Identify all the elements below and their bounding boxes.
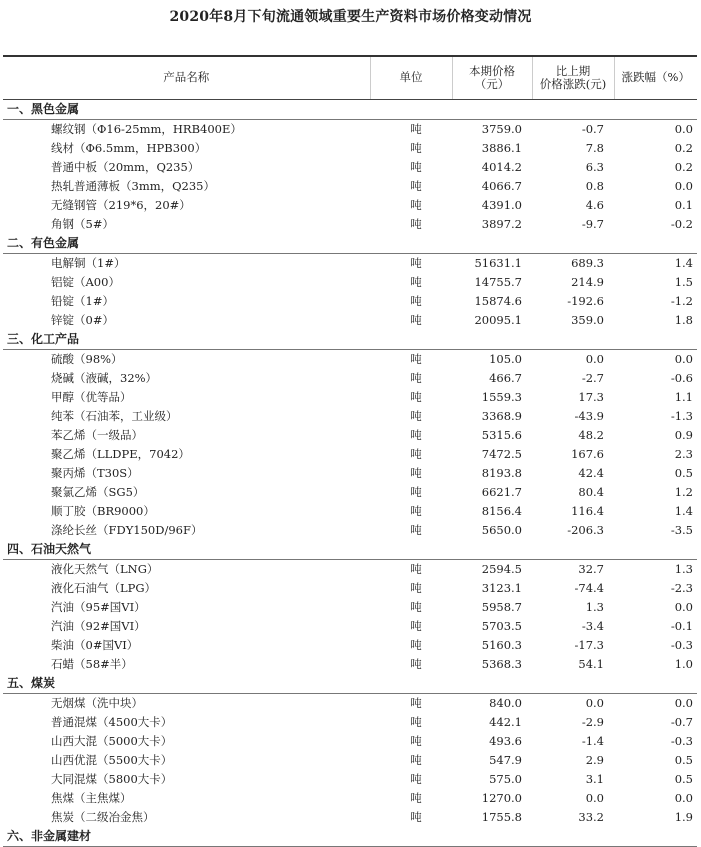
- current-price-cell: 8156.4: [481, 503, 522, 518]
- category-label: 五、煤炭: [3, 674, 697, 694]
- change-percent-cell: 0.5: [674, 465, 693, 480]
- current-price-cell: 5368.3: [481, 656, 522, 671]
- price-change-cell: -2.7: [581, 370, 604, 385]
- price-change-cell: 116.4: [571, 503, 604, 518]
- product-name-cell: 普通中板（20mm，Q235）: [51, 159, 200, 174]
- change-percent-cell: 1.0: [674, 656, 693, 671]
- unit-cell: 吨: [410, 771, 422, 786]
- change-percent-cell: 1.4: [674, 503, 693, 518]
- product-name-cell: 汽油（92#国VI）: [51, 618, 146, 633]
- product-name-cell: 锌锭（0#）: [51, 312, 114, 327]
- change-percent-cell: 0.5: [674, 771, 693, 786]
- product-name-cell: 液化天然气（LNG）: [51, 561, 159, 576]
- change-percent-cell: -0.3: [670, 733, 693, 748]
- unit-cell: 吨: [410, 752, 422, 767]
- price-change-cell: -206.3: [567, 522, 604, 537]
- unit-cell: 吨: [410, 408, 422, 423]
- price-change-cell: 689.3: [571, 255, 604, 270]
- table-row: [3, 693, 697, 713]
- change-percent-cell: -0.7: [670, 714, 693, 729]
- current-price-cell: 442.1: [489, 714, 522, 729]
- product-name-cell: 山西优混（5500大卡）: [51, 752, 173, 767]
- unit-cell: 吨: [410, 389, 422, 404]
- unit-cell: 吨: [410, 465, 422, 480]
- category-row: [3, 234, 697, 254]
- current-price-cell: 3368.9: [481, 408, 522, 423]
- current-price-cell: 466.7: [489, 370, 522, 385]
- table-row: [3, 158, 697, 177]
- unit-cell: 吨: [410, 140, 422, 155]
- product-name-cell: 硫酸（98%）: [51, 351, 123, 366]
- category-row: [3, 540, 697, 560]
- change-percent-cell: 0.0: [674, 790, 693, 805]
- current-price-cell: 575.0: [489, 771, 522, 786]
- change-percent-cell: 0.2: [674, 140, 693, 155]
- table-row: [3, 388, 697, 407]
- product-name-cell: 焦炭（二级冶金焦）: [51, 809, 155, 824]
- current-price-cell: 6621.7: [481, 484, 522, 499]
- table-header-row: [3, 56, 697, 99]
- price-change-cell: -192.6: [567, 293, 604, 308]
- current-price-cell: 51631.1: [474, 255, 522, 270]
- product-name-cell: 普通混煤（4500大卡）: [51, 714, 173, 729]
- price-change-cell: 33.2: [578, 809, 604, 824]
- price-change-cell: 17.3: [578, 389, 604, 404]
- table-row: [3, 349, 697, 369]
- product-name-cell: 焦煤（主焦煤）: [51, 790, 132, 805]
- change-percent-cell: 1.1: [674, 389, 693, 404]
- product-name-cell: 苯乙烯（一级品）: [51, 427, 143, 442]
- product-name-cell: 聚氯乙烯（SG5）: [51, 484, 145, 499]
- header-unit: 单位: [370, 56, 452, 99]
- unit-cell: 吨: [410, 599, 422, 614]
- price-change-cell: 214.9: [571, 274, 604, 289]
- table-row: [3, 598, 697, 617]
- table-row: [3, 617, 697, 636]
- current-price-cell: 547.9: [489, 752, 522, 767]
- change-percent-cell: -0.1: [670, 618, 693, 633]
- unit-cell: 吨: [410, 714, 422, 729]
- unit-cell: 吨: [410, 370, 422, 385]
- header-current-price-line1: 本期价格: [469, 63, 515, 78]
- change-percent-cell: 0.0: [674, 121, 693, 136]
- product-name-cell: 山西大混（5000大卡）: [51, 733, 173, 748]
- unit-cell: 吨: [410, 618, 422, 633]
- table-row: [3, 311, 697, 330]
- product-name-cell: 甲醇（优等品）: [51, 389, 132, 404]
- price-change-cell: 0.0: [585, 695, 604, 710]
- price-change-cell: 6.3: [585, 159, 604, 174]
- change-percent-cell: 1.4: [674, 255, 693, 270]
- price-change-cell: 4.6: [585, 197, 604, 212]
- price-change-cell: 167.6: [571, 446, 604, 461]
- product-name-cell: 热轧普通薄板（3mm，Q235）: [51, 178, 216, 193]
- product-name-cell: 涤纶长丝（FDY150D/96F）: [51, 522, 203, 537]
- unit-cell: 吨: [410, 293, 422, 308]
- current-price-cell: 8193.8: [481, 465, 522, 480]
- price-change-cell: 7.8: [585, 140, 604, 155]
- category-row: [3, 99, 697, 119]
- current-price-cell: 1559.3: [481, 389, 522, 404]
- price-change-cell: 32.7: [578, 561, 604, 576]
- change-percent-cell: 1.8: [674, 312, 693, 327]
- product-name-cell: 顺丁胶（BR9000）: [51, 503, 155, 518]
- table-row: [3, 253, 697, 273]
- product-name-cell: 聚丙烯（T30S）: [51, 465, 139, 480]
- price-change-cell: 0.8: [585, 178, 604, 193]
- current-price-cell: 7472.5: [481, 446, 522, 461]
- change-percent-cell: 0.2: [674, 159, 693, 174]
- table-row: [3, 636, 697, 655]
- table-row: [3, 292, 697, 311]
- current-price-cell: 493.6: [489, 733, 522, 748]
- change-percent-cell: 0.0: [674, 599, 693, 614]
- unit-cell: 吨: [410, 503, 422, 518]
- price-change-cell: -17.3: [574, 637, 604, 652]
- current-price-cell: 5958.7: [481, 599, 522, 614]
- table-row: [3, 445, 697, 464]
- change-percent-cell: -1.3: [670, 408, 693, 423]
- unit-cell: 吨: [410, 484, 422, 499]
- change-percent-cell: -2.3: [670, 580, 693, 595]
- header-product-name: 产品名称: [3, 56, 370, 99]
- current-price-cell: 5703.5: [481, 618, 522, 633]
- product-name-cell: 纯苯（石油苯，工业级）: [51, 408, 178, 423]
- change-percent-cell: -1.2: [670, 293, 693, 308]
- table-row: [3, 521, 697, 540]
- unit-cell: 吨: [410, 121, 422, 136]
- table-row: [3, 713, 697, 732]
- header-current-price-line2: （元）: [474, 76, 510, 91]
- unit-cell: 吨: [410, 561, 422, 576]
- product-name-cell: 柴油（0#国VI）: [51, 637, 139, 652]
- change-percent-cell: 0.0: [674, 178, 693, 193]
- product-name-cell: 汽油（95#国VI）: [51, 599, 146, 614]
- change-percent-cell: 2.3: [674, 446, 693, 461]
- category-row: [3, 674, 697, 694]
- unit-cell: 吨: [410, 351, 422, 366]
- product-name-cell: 液化石油气（LPG）: [51, 580, 157, 595]
- current-price-cell: 105.0: [489, 351, 522, 366]
- category-label: 二、有色金属: [3, 234, 697, 254]
- unit-cell: 吨: [410, 178, 422, 193]
- current-price-cell: 2594.5: [481, 561, 522, 576]
- category-row: [3, 330, 697, 350]
- price-change-cell: -1.4: [581, 733, 604, 748]
- price-change-cell: -9.7: [581, 216, 604, 231]
- change-percent-cell: -3.5: [670, 522, 693, 537]
- current-price-cell: 5650.0: [481, 522, 522, 537]
- unit-cell: 吨: [410, 216, 422, 231]
- current-price-cell: 4014.2: [481, 159, 522, 174]
- change-percent-cell: 1.9: [674, 809, 693, 824]
- current-price-cell: 4391.0: [481, 197, 522, 212]
- header-price-change-line1: 比上期: [555, 63, 591, 78]
- unit-cell: 吨: [410, 312, 422, 327]
- current-price-cell: 1755.8: [481, 809, 522, 824]
- header-price-change: [532, 56, 614, 99]
- current-price-cell: 15874.6: [474, 293, 522, 308]
- price-change-cell: -43.9: [574, 408, 604, 423]
- table-row: [3, 407, 697, 426]
- current-price-cell: 20095.1: [474, 312, 522, 327]
- table-row: [3, 789, 697, 808]
- current-price-cell: 4066.7: [481, 178, 522, 193]
- table-body: [3, 99, 697, 846]
- table-row: [3, 426, 697, 445]
- product-name-cell: 石蜡（58#半）: [51, 656, 133, 671]
- unit-cell: 吨: [410, 695, 422, 710]
- header-current-price: [452, 56, 532, 99]
- table-row: [3, 808, 697, 827]
- product-name-cell: 大同混煤（5800大卡）: [51, 771, 173, 786]
- price-change-cell: 3.1: [585, 771, 604, 786]
- unit-cell: 吨: [410, 656, 422, 671]
- table-row: [3, 139, 697, 158]
- change-percent-cell: 0.0: [674, 351, 693, 366]
- current-price-cell: 3123.1: [481, 580, 522, 595]
- table-row: [3, 215, 697, 234]
- table-row: [3, 369, 697, 388]
- change-percent-cell: 1.2: [674, 484, 693, 499]
- change-percent-cell: -0.6: [670, 370, 693, 385]
- unit-cell: 吨: [410, 446, 422, 461]
- product-name-cell: 聚乙烯（LLDPE，7042）: [51, 446, 190, 461]
- price-table: [3, 55, 697, 847]
- current-price-cell: 5160.3: [481, 637, 522, 652]
- unit-cell: 吨: [410, 809, 422, 824]
- table-row: [3, 483, 697, 502]
- header-change-percent: 涨跌幅（%）: [614, 56, 697, 99]
- table-row: [3, 464, 697, 483]
- current-price-cell: 1270.0: [481, 790, 522, 805]
- table-row: [3, 273, 697, 292]
- price-change-cell: -0.7: [581, 121, 604, 136]
- current-price-cell: 3897.2: [481, 216, 522, 231]
- product-name-cell: 无缝钢管（219*6，20#）: [51, 197, 191, 212]
- table-row: [3, 502, 697, 521]
- change-percent-cell: -0.3: [670, 637, 693, 652]
- change-percent-cell: 0.5: [674, 752, 693, 767]
- change-percent-cell: 1.5: [674, 274, 693, 289]
- change-percent-cell: 0.1: [674, 197, 693, 212]
- unit-cell: 吨: [410, 274, 422, 289]
- category-label: 四、石油天然气: [3, 540, 697, 560]
- product-name-cell: 铝锭（A00）: [51, 274, 120, 289]
- price-change-cell: 359.0: [571, 312, 604, 327]
- product-name-cell: 烧碱（液碱，32%）: [51, 370, 158, 385]
- price-change-cell: -3.4: [581, 618, 604, 633]
- price-change-cell: 48.2: [578, 427, 604, 442]
- product-name-cell: 铅锭（1#）: [51, 293, 114, 308]
- table-row: [3, 655, 697, 674]
- current-price-cell: 14755.7: [474, 274, 522, 289]
- table-row: [3, 751, 697, 770]
- current-price-cell: 5315.6: [481, 427, 522, 442]
- table-row: [3, 119, 697, 139]
- page-title: 2020年8月下旬流通领域重要生产资料市场价格变动情况: [169, 9, 532, 25]
- current-price-cell: 840.0: [489, 695, 522, 710]
- change-percent-cell: 1.3: [674, 561, 693, 576]
- category-row: [3, 827, 697, 847]
- product-name-cell: 螺纹钢（Φ16-25mm，HRB400E）: [51, 121, 242, 136]
- unit-cell: 吨: [410, 637, 422, 652]
- category-label: 三、化工产品: [3, 330, 697, 350]
- current-price-cell: 3886.1: [481, 140, 522, 155]
- table-row: [3, 196, 697, 215]
- price-change-cell: 2.9: [585, 752, 604, 767]
- unit-cell: 吨: [410, 790, 422, 805]
- product-name-cell: 电解铜（1#）: [51, 255, 126, 270]
- price-change-cell: 0.0: [585, 790, 604, 805]
- change-percent-cell: 0.0: [674, 695, 693, 710]
- price-change-cell: 0.0: [585, 351, 604, 366]
- unit-cell: 吨: [410, 197, 422, 212]
- table-row: [3, 559, 697, 579]
- table-row: [3, 770, 697, 789]
- category-label: 六、非金属建材: [3, 827, 697, 847]
- change-percent-cell: -0.2: [670, 216, 693, 231]
- header-price-change-line2: 价格涨跌(元): [539, 76, 607, 91]
- product-name-cell: 无烟煤（洗中块）: [51, 695, 143, 710]
- price-change-cell: 1.3: [585, 599, 604, 614]
- price-change-cell: 54.1: [578, 656, 604, 671]
- price-change-cell: -74.4: [574, 580, 604, 595]
- price-change-cell: 80.4: [578, 484, 604, 499]
- change-percent-cell: 0.9: [674, 427, 693, 442]
- unit-cell: 吨: [410, 427, 422, 442]
- category-label: 一、黑色金属: [3, 99, 697, 119]
- unit-cell: 吨: [410, 522, 422, 537]
- current-price-cell: 3759.0: [481, 121, 522, 136]
- price-change-cell: 42.4: [578, 465, 604, 480]
- unit-cell: 吨: [410, 580, 422, 595]
- table-row: [3, 732, 697, 751]
- table-row: [3, 177, 697, 196]
- product-name-cell: 线材（Φ6.5mm，HPB300）: [51, 140, 207, 155]
- table-row: [3, 579, 697, 598]
- unit-cell: 吨: [410, 159, 422, 174]
- price-change-cell: -2.9: [581, 714, 604, 729]
- unit-cell: 吨: [410, 733, 422, 748]
- unit-cell: 吨: [410, 255, 422, 270]
- product-name-cell: 角钢（5#）: [51, 216, 114, 231]
